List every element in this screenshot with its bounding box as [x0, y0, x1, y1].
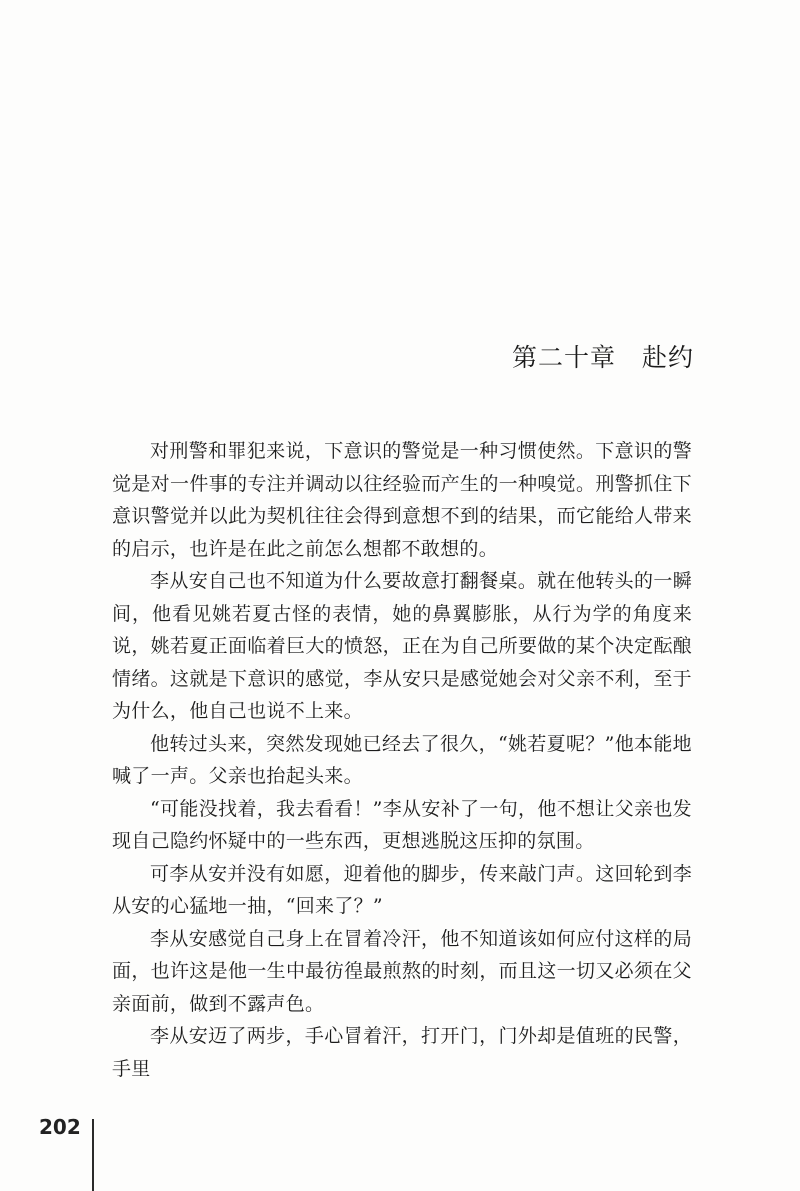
paragraph: 可李从安并没有如愿，迎着他的脚步，传来敲门声。这回轮到李从安的心猛地一抽，“回来了？” [112, 862, 692, 917]
paragraph: 他转过头来，突然发现她已经去了很久，“姚若夏呢？”他本能地喊了一声。父亲也抬起头来。 [112, 732, 692, 787]
paragraph: 李从安感觉自己身上在冒着冷汗，他不知道该如何应付这样的局面，也许这是他一生中最彷徨最煎熬的时刻，而且这一切又必须在父亲面前，做到不露声色。 [112, 927, 692, 1015]
body-text [112, 435, 692, 1085]
paragraph: 李从安自己也不知道为什么要故意打翻餐桌。就在他转头的一瞬间，他看见姚若夏古怪的表情，她的鼻翼膨胀，从行为学的角度来说，姚若夏正面临着巨大的愤怒，正在为自己所要做的某个决定酝酿情绪。这就是下意识的感觉，李从安只是感觉她会对父亲不利，至于为什么，他自己也说不上来。 [112, 570, 692, 722]
chapter-title: 第二十章 赴约 [511, 343, 694, 372]
page-number: 202 [39, 1115, 81, 1139]
paragraph: 对刑警和罪犯来说，下意识的警觉是一种习惯使然。下意识的警觉是对一件事的专注并调动以往经验而产生的一种嗅觉。刑警抓住下意识警觉并以此为契机往往会得到意想不到的结果，而它能给人带来的启示，也许是在此之前怎么想都不敢想的。 [112, 440, 692, 560]
page-margin-rule [92, 1119, 94, 1191]
paragraph: “可能没找着，我去看看！”李从安补了一句，他不想让父亲也发现自己隐约怀疑中的一些东西，更想逃脱这压抑的氛围。 [112, 797, 692, 852]
paragraph: 李从安迈了两步，手心冒着汗，打开门，门外却是值班的民警，手里 [112, 1025, 692, 1080]
